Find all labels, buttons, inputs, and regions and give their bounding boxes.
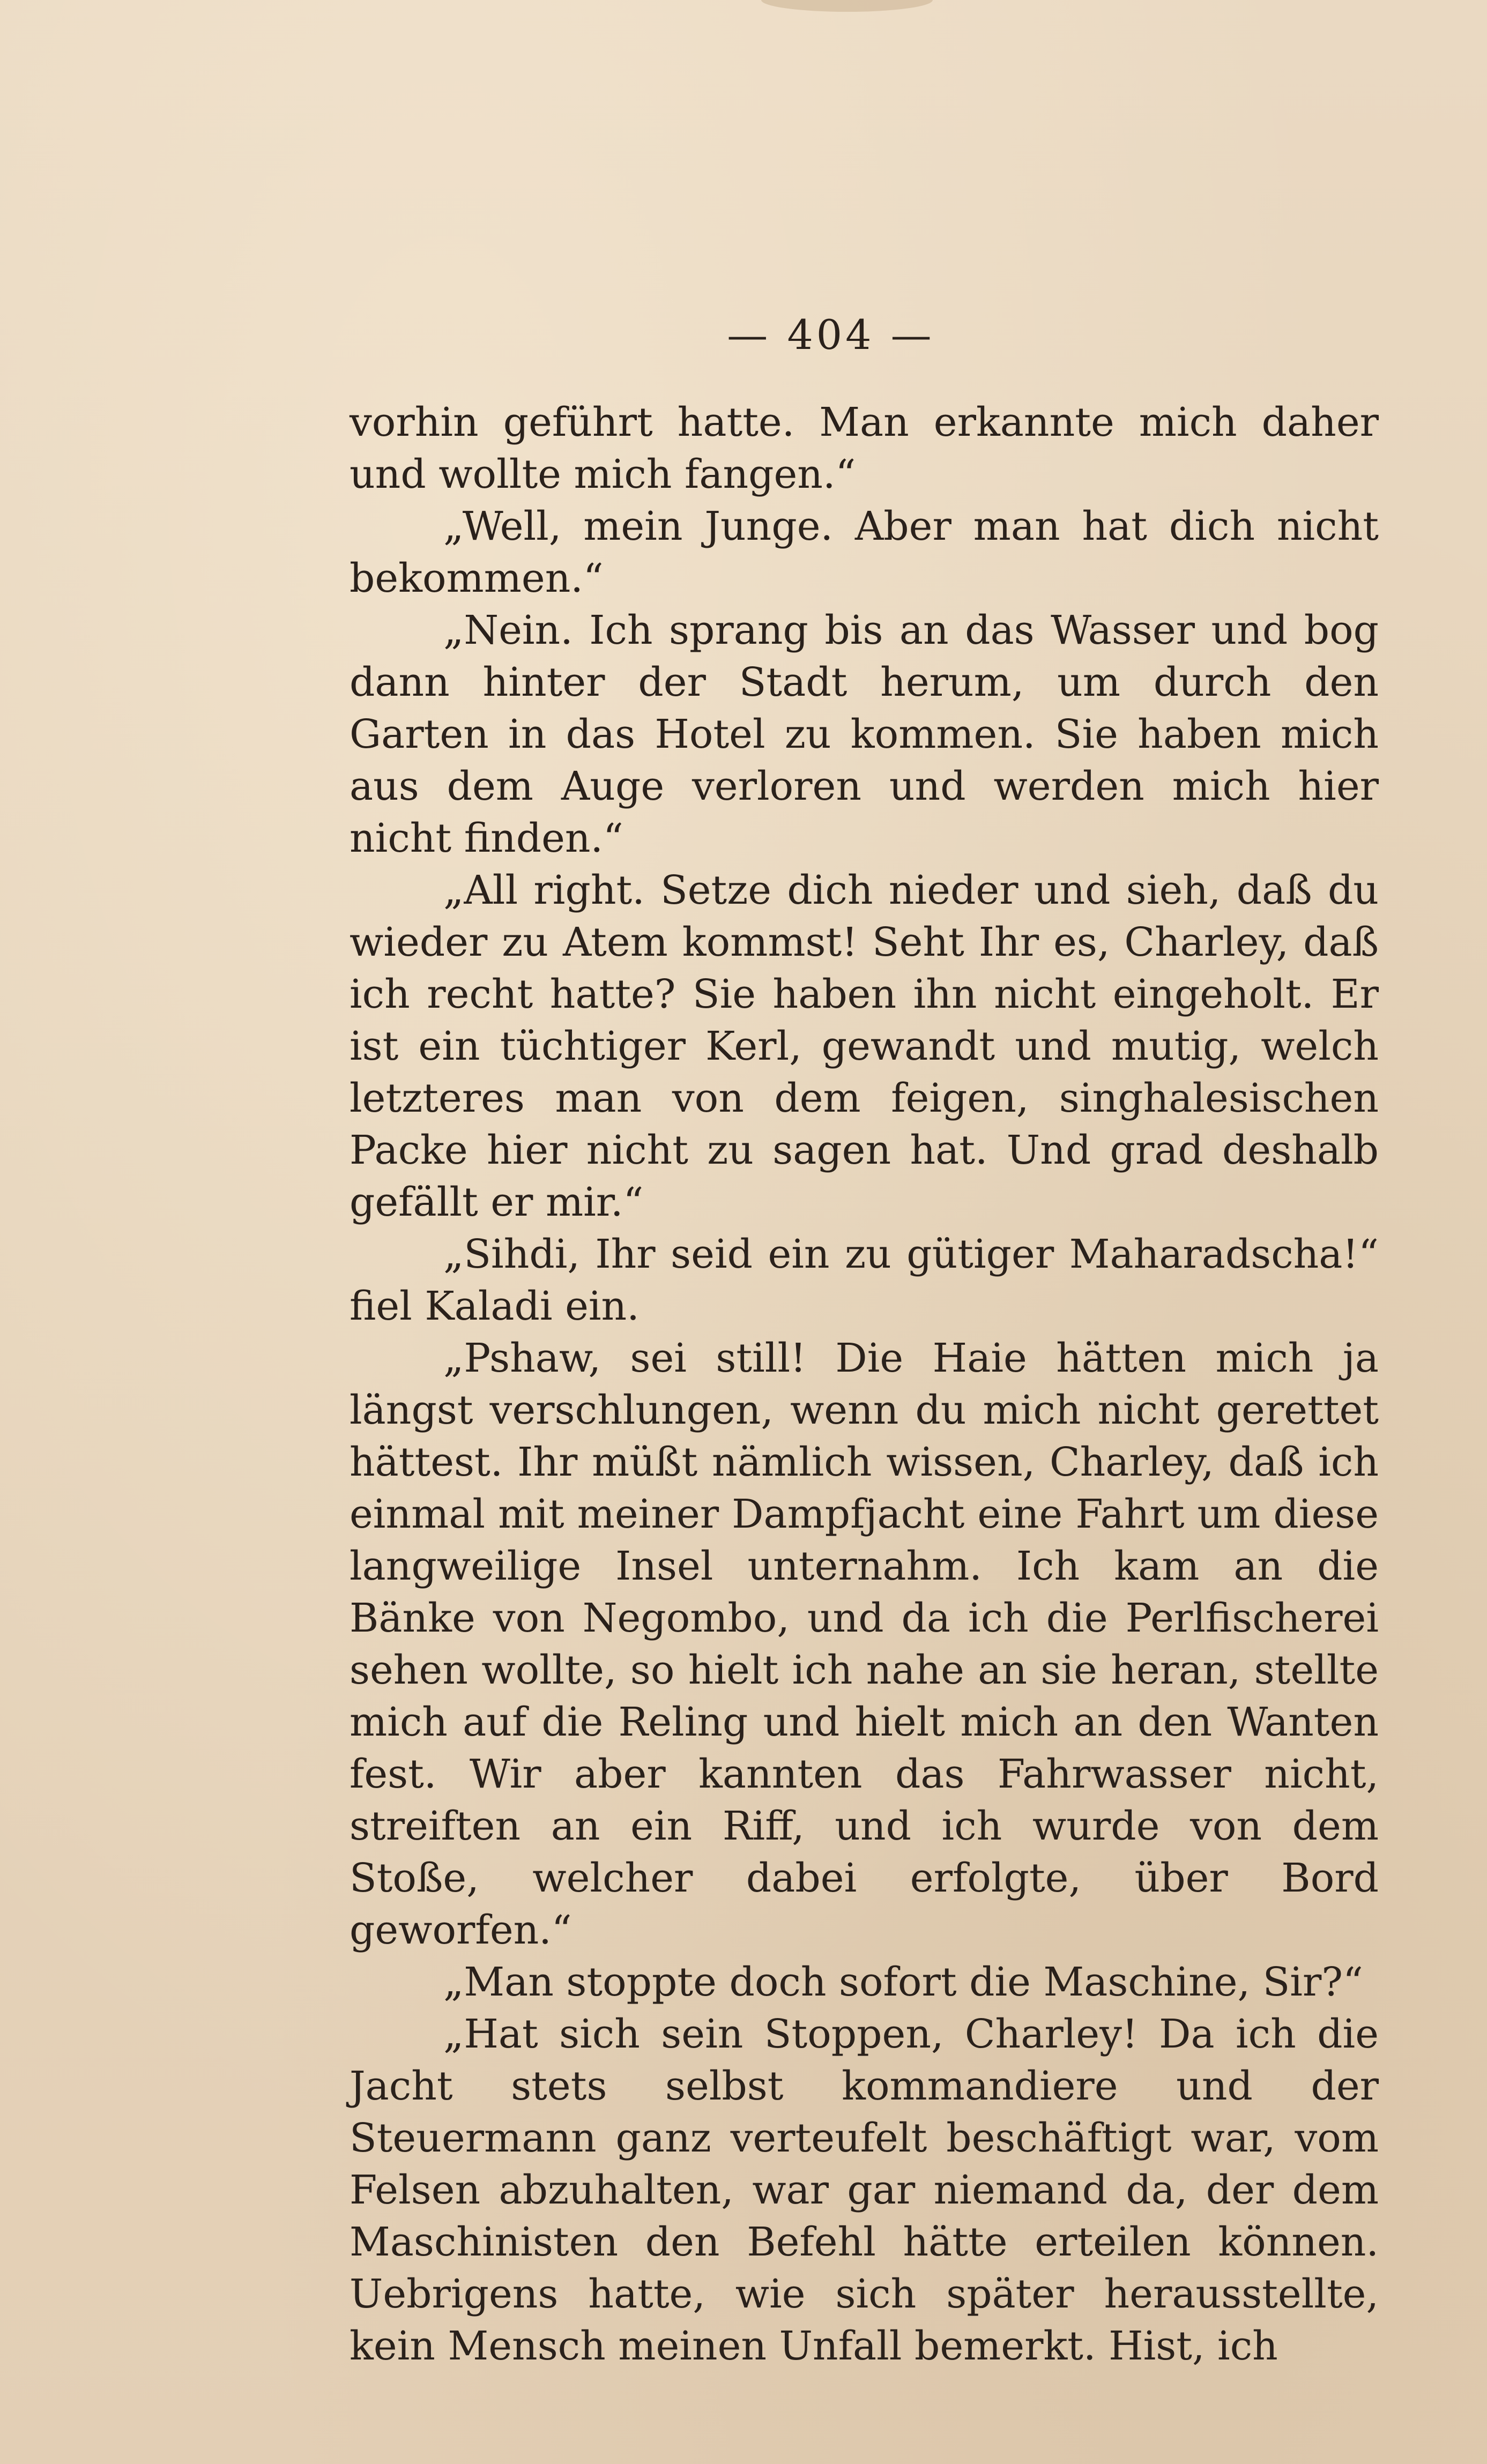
paragraph-2: „Well, mein Junge. Aber man hat dich nicht bekommen.“ [350,503,1379,601]
paragraph-5: „Sihdi, Ihr seid ein zu gütiger Maharadscha!“ fiel Kaladi ein. [350,1231,1379,1329]
paragraph-8: „Hat sich sein Stoppen, Charley! Da ich die Jacht stets selbst kommandiere und der Steuermann ganz verteufelt beschäftigt war, vom Felsen abzuhalten, war gar niemand da, der dem Maschinisten den Befehl hätte erteilen können. Uebrigens hatte, wie sich später herausstellte, kein Mensch meinen Unfall bemerkt. Hist, ich [350,2011,1379,2369]
torn-top-edge [761,0,933,12]
paragraph-3: „Nein. Ich sprang bis an das Wasser und bog dann hinter der Stadt herum, um durch den Garten in das Hotel zu kommen. Sie haben mich aus dem Auge verloren und werden mich hier nicht finden.“ [350,607,1379,861]
paragraph-7: „Man stoppte doch sofort die Maschine, Sir?“ [443,1959,1363,2005]
paragraph-6: „Pshaw, sei still! Die Haie hätten mich ja längst verschlungen, wenn du mich nicht gerettet hättest. Ihr müßt nämlich wissen, Charley, daß ich einmal mit meiner Dampfjacht eine Fahrt um diese langweilige Insel unternahm. Ich kam an die Bänke von Negombo, und da ich die Perlfischerei sehen wollte, so hielt ich nahe an sie heran, stellte mich auf die Reling und hielt mich an den Wanten fest. Wir aber kannten das Fahrwasser nicht, streiften an ein Riff, und ich wurde von dem Stoße, welcher dabei erfolgte, über Bord geworfen.“ [350,1335,1379,1953]
paragraph-4: „All right. Setze dich nieder und sieh, daß du wieder zu Atem kommst! Seht Ihr es, Charley, daß ich recht hatte? Sie haben ihn nicht eingeholt. Er ist ein tüchtiger Kerl, gewandt und mutig, welch letzteres man von dem feigen, singhalesischen Packe hier nicht zu sagen hat. Und grad deshalb gefällt er mir.“ [350,867,1379,1225]
paragraph-1: vorhin geführt hatte. Man erkannte mich daher und wollte mich fangen.“ [350,399,1379,497]
page-number: — 404 — [727,311,935,359]
body-text [350,397,1379,2372]
